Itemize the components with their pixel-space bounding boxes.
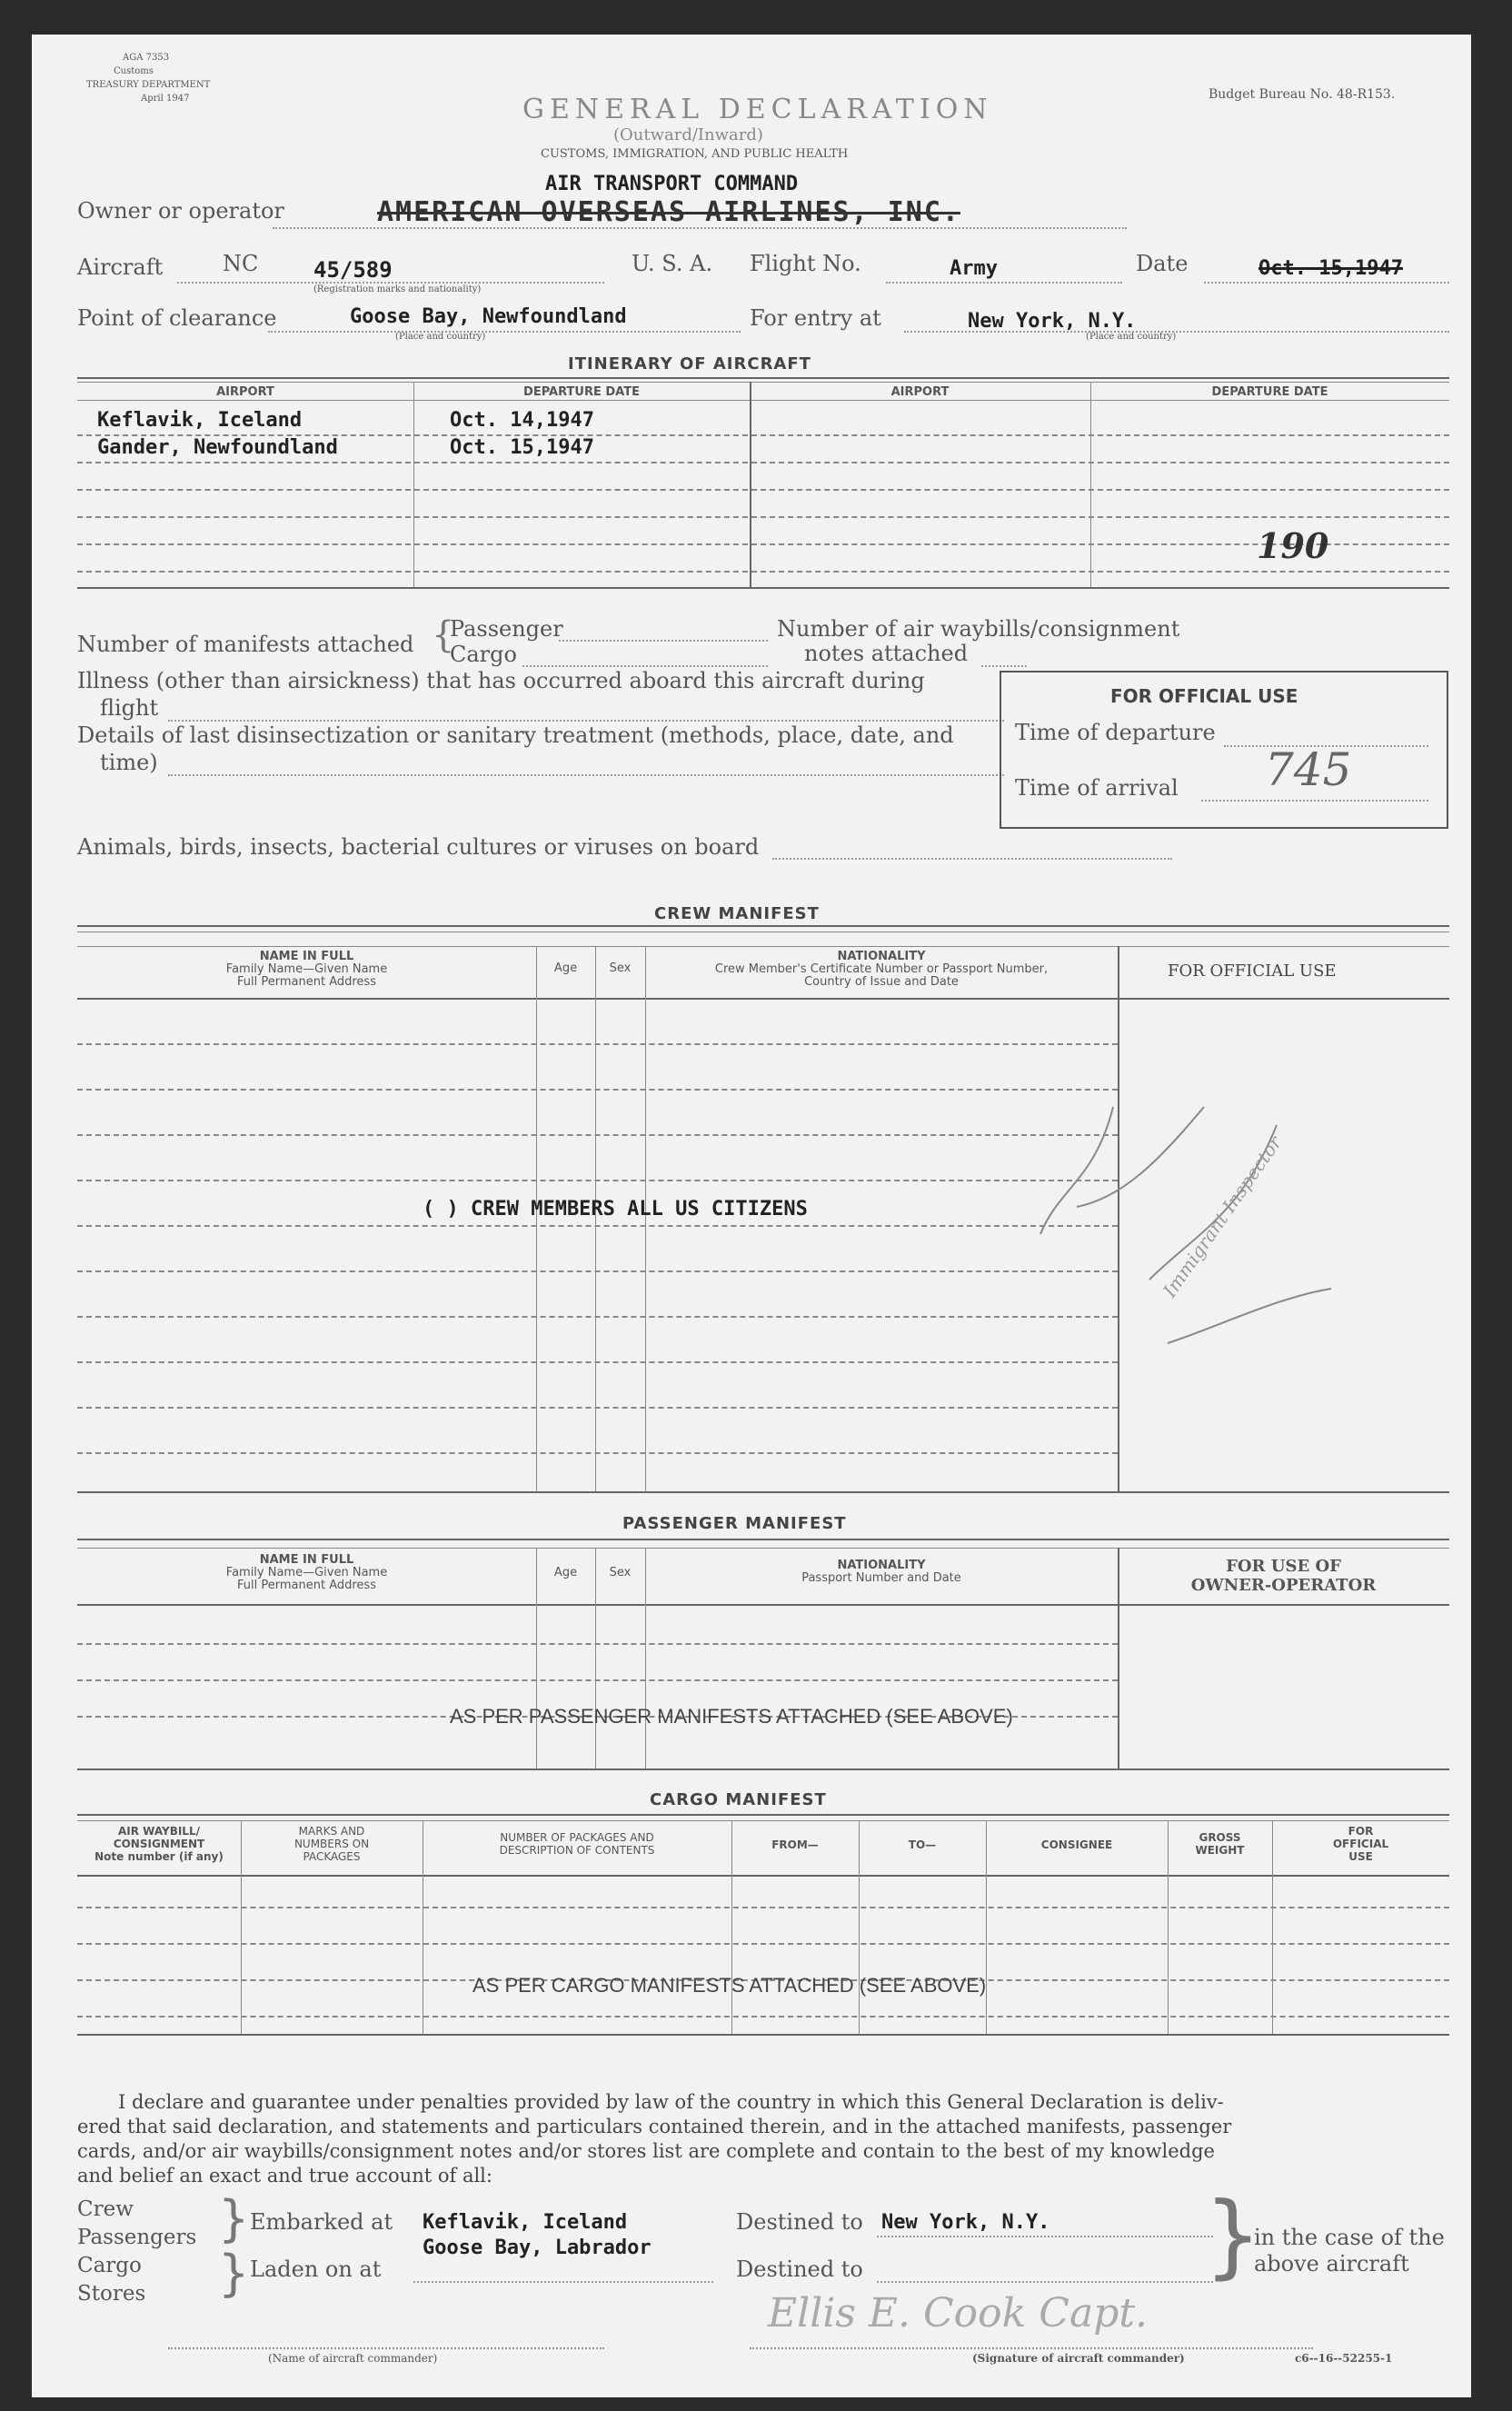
passenger-sex-header: Sex [609, 1566, 632, 1579]
agency-line: CUSTOMS, IMMIGRATION, AND PUBLIC HEALTH [541, 147, 849, 161]
entry-caption: (Place and country) [1086, 332, 1177, 342]
page-subtitle: (Outward/Inward) [613, 125, 763, 144]
commander-name-caption: (Name of aircraft commander) [268, 2352, 438, 2365]
usa-label: U. S. A. [632, 251, 713, 276]
itinerary-row-2-airport: Gander, Newfoundland [97, 436, 338, 459]
cargo-manifest-title: CARGO MANIFEST [650, 1790, 827, 1809]
crew-age-header: Age [553, 961, 578, 975]
clearance-value: Goose Bay, Newfoundland [350, 305, 627, 328]
crew-official-use-header: FOR OFFICIAL USE [1168, 961, 1337, 981]
cargo-col-official: FOR OFFICIAL USE [1332, 1825, 1389, 1863]
official-use-title: FOR OFFICIAL USE [1110, 685, 1298, 707]
passenger-name-header: NAME IN FULL Family Name—Given Name Full Permanent Address [225, 1553, 388, 1592]
clearance-label: Point of clearance [77, 305, 277, 331]
entry-label: For entry at [750, 305, 881, 331]
owner-overstamp: AIR TRANSPORT COMMAND [545, 173, 799, 195]
immigration-stamp-scribble [986, 1052, 1440, 1489]
case-of-aircraft: in the case of the above aircraft [1254, 2225, 1445, 2277]
itinerary-col-date-2: DEPARTURE DATE [1211, 385, 1328, 399]
laden-label: Laden on at [250, 2257, 382, 2282]
cargo-note: AS PER CARGO MANIFESTS ATTACHED (SEE ABOVE) [472, 1974, 987, 1997]
disinsect-label: Details of last disinsectization or sanitary treatment (methods, place, date, and [77, 722, 954, 748]
passenger-nationality-header: NATIONALITY Passport Number and Date [801, 1559, 961, 1585]
crew-name-header: NAME IN FULL Family Name—Given Name Full Permanent Address [225, 950, 388, 989]
aircraft-nc: NC [223, 251, 259, 276]
destined-label-2: Destined to [736, 2257, 863, 2282]
waybills-notes-label: notes attached [804, 641, 969, 666]
embarked-value: Keflavik, Iceland [423, 2211, 628, 2234]
itinerary-col-date-1: DEPARTURE DATE [523, 385, 640, 399]
crew-note: ( ) CREW MEMBERS ALL US CITIZENS [423, 1198, 808, 1220]
itinerary-col-airport-2: AIRPORT [890, 385, 950, 399]
cargo-col-weight: GROSS WEIGHT [1195, 1831, 1245, 1857]
itinerary-title: ITINERARY OF AIRCRAFT [568, 354, 811, 374]
clearance-caption: (Place and country) [395, 332, 486, 342]
cargo-col-from: FROM— [771, 1838, 819, 1851]
page-title: GENERAL DECLARATION [522, 94, 993, 125]
form-number: c6--16--52255-1 [1295, 2352, 1393, 2365]
cargo-col-to: TO— [908, 1838, 937, 1851]
cargo-col-packages: NUMBER OF PACKAGES AND DESCRIPTION OF CONTENTS [499, 1831, 655, 1857]
passenger-age-header: Age [553, 1566, 578, 1579]
itinerary-row-2-date: Oct. 15,1947 [450, 436, 594, 459]
crew-manifest-title: CREW MANIFEST [654, 904, 820, 923]
passenger-note: AS PER PASSENGER MANIFESTS ATTACHED (SEE ABOVE) [450, 1705, 1013, 1728]
cargo-col-consignee: CONSIGNEE [1040, 1838, 1113, 1851]
official-use-box [1000, 671, 1448, 829]
aircraft-number: 45/589 [313, 257, 393, 283]
owner-operator-header: FOR USE OF OWNER-OPERATOR [1190, 1557, 1377, 1595]
manifests-label: Number of manifests attached [77, 632, 414, 657]
itinerary-row-1-date: Oct. 14,1947 [450, 409, 594, 432]
passenger-manifest-title: PASSENGER MANIFEST [622, 1514, 847, 1533]
date-value: Oct. 15,1947 [1258, 257, 1403, 280]
crew-nationality-header: NATIONALITY Crew Member's Certificate Number or Passport Number, Country of Issue and Date [714, 950, 1049, 989]
illness-flight-label: flight [100, 695, 159, 721]
form-identifier-block: AGA 7353 Customs TREASURY DEPARTMENT April 1947 [86, 53, 211, 104]
flight-label: Flight No. [750, 251, 861, 276]
itinerary-number: 190 [1257, 525, 1329, 566]
waybills-label: Number of air waybills/consignment [777, 616, 1180, 642]
time-arrival-label: Time of arrival [1015, 775, 1179, 801]
declaration-text: I declare and guarantee under penalties provided by law of the country in which this General Declaration is deliv- ered that said declaration, and statements and particulars contained therein, and in the attached manifests, passenger cards, and/or air waybills/consignment notes and/or stores list are complete and contain to the best of my knowledge and belief an exact and true account of all: [77, 2091, 1232, 2187]
date-label: Date [1136, 251, 1189, 276]
cargo-col-waybill: AIR WAYBILL/ CONSIGNMENT Note number (if any) [94, 1825, 224, 1863]
cargo-col-marks: MARKS AND NUMBERS ON PACKAGES [293, 1825, 370, 1863]
time-departure-label: Time of departure [1015, 720, 1216, 745]
declaration-items: Crew Passengers Cargo Stores [77, 2197, 197, 2306]
animals-label: Animals, birds, insects, bacterial cultures or viruses on board [77, 834, 760, 860]
owner-label: Owner or operator [77, 198, 284, 224]
cargo-count-label: Cargo [450, 642, 517, 667]
arrival-handwritten: 745 [1265, 743, 1352, 796]
illness-label: Illness (other than airsickness) that has occurred aboard this aircraft during [77, 668, 925, 693]
immigrant-inspector-stamp: Immigrant Inspector [1159, 1131, 1287, 1301]
destined-value-1: New York, N.Y. [881, 2211, 1050, 2234]
registration-caption: (Registration marks and nationality) [313, 284, 482, 294]
itinerary-col-airport-1: AIRPORT [216, 385, 274, 399]
aircraft-label: Aircraft [77, 254, 164, 280]
passenger-count-label: Passenger [450, 616, 563, 642]
general-declaration-document: AGA 7353 Customs TREASURY DEPARTMENT April 1947 GENERAL DECLARATION (Outward/Inward) CUSTOMS, IMMIGRATION, AND PUBLIC HEALTH Budget Bureau No. 48-R153. Owner or operator AIR TRANSPORT COMMAND AMERICAN OVERSEAS AIRLINES, INC. Aircraft NC 45/589 (Registration marks and nationality) U. S. A. Flight No. Army Date Oct. 15,1947 Point of clearance Goose Bay, Newfoundland (Place and country) For entry at New York, N.Y. (Place and country) ITINERARY OF AIRCRAFT AIRPORT DEPARTURE DATE AIRPORT DEPARTURE DATE Keflavik, Iceland Oct. 14,1947 Gander, Newfoundland Oct. 15,1947 190 Number of manifests attached { Passenger Cargo Number of air waybills/consignment notes attached Illness (other than airsickness) that has occurred aboard this aircraft during flight Details of last disinsectization or sanitary treatment (methods, place, date, and time) Animals, birds, insects, bacterial cultures or viruses on board FOR OFFICIAL USE Time of departure Time of arrival 745 CREW MANIFEST NAME IN FULL Family Name—Given Name Full Permanent Address Age Sex NATIONALITY Crew Member's Certificate Number or Passport Number, Country of Issue and Date FOR OFFICIAL USE ( ) CREW MEMBERS ALL US CITIZENS Immigrant Inspector PASSENGER MANIFEST NAME IN FULL Family Name—Given Name Full Permanent Address Age Sex NATIONALITY Passport Number and Date FOR USE OF OWNER-OPERATOR AS PER PASSENGER MANIFESTS ATTACHED (SEE ABOVE) CARGO MANIFEST AIR WAYBILL/ CONSIGNMENT Note number (if any) MARKS AND NUMBERS ON PACKAGES NUMBER OF PACKAGES AND DESCRIPTION OF CONTENTS FROM— TO— CONSIGNEE GROSS WEIGHT FOR OFFICIAL USE AS PER CARGO MANIFESTS ATTACHED (SEE ABOVE) I declare and guarantee under penalties provided by law of the country in which this General Declaration is deliv- ered that said declaration, and statements and particulars contained therein, and in the attached manifests, passenger cards, and/or air waybills/consignment notes and/or stores list are complete and contain to the best of my knowledge and belief an exact and true account of all: Crew Passengers Cargo Stores } } Embarked at Keflavik, Iceland Laden on at Goose Bay, Labrador Destined to New York, N.Y. Destined to } in the case of the above aircraft Ellis E. Cook Capt. (Name of aircraft commander) (Signature of aircraft commander) c6--16--52255-1 [32, 35, 1471, 2397]
budget-number: Budget Bureau No. 48-R153. [1209, 87, 1396, 102]
owner-value: AMERICAN OVERSEAS AIRLINES, INC. [377, 196, 960, 228]
commander-signature: Ellis E. Cook Capt. [768, 2290, 1149, 2336]
commander-signature-caption: (Signature of aircraft commander) [972, 2352, 1185, 2365]
itinerary-row-1-airport: Keflavik, Iceland [97, 409, 303, 432]
embarked-label: Embarked at [250, 2209, 393, 2235]
crew-sex-header: Sex [609, 961, 632, 975]
flight-value: Army [950, 257, 998, 280]
destined-label-1: Destined to [736, 2209, 863, 2235]
disinsect-time-label: time) [100, 750, 158, 775]
entry-value: New York, N.Y. [968, 310, 1137, 333]
laden-value: Goose Bay, Labrador [423, 2237, 652, 2259]
